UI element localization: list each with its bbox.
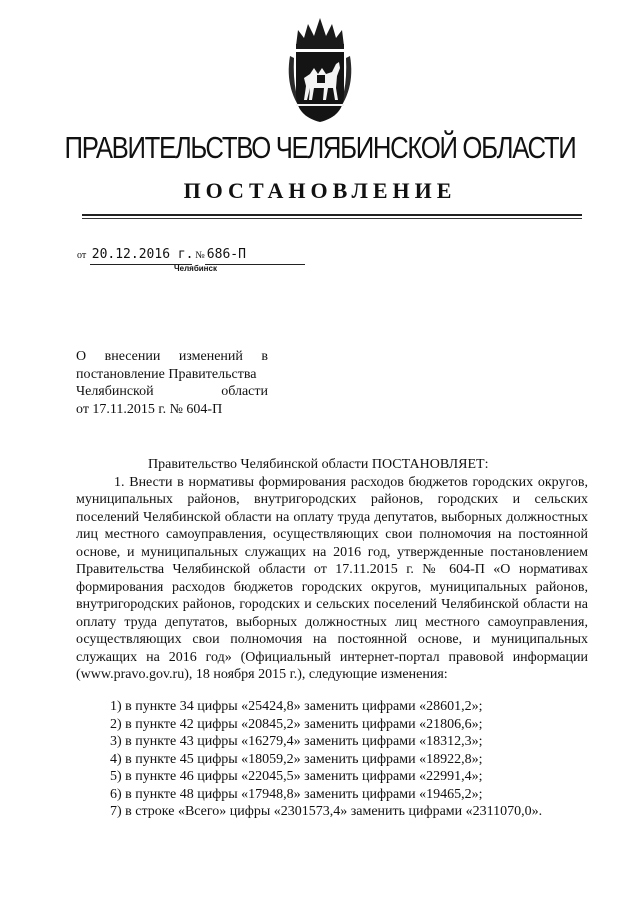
number-prefix: №	[195, 250, 205, 261]
document-date: 20.12.2016 г.	[90, 246, 192, 265]
subject-line: от 17.11.2015 г. № 604-П	[76, 401, 223, 417]
date-prefix: от	[77, 250, 87, 261]
document-body	[76, 456, 588, 684]
resolution-intro: Правительство Челябинской области ПОСТАНОВЛЯЕТ:	[148, 457, 489, 472]
document-type: ПОСТАНОВЛЕНИЕ	[183, 178, 457, 203]
date-number-line	[77, 246, 305, 265]
coat-of-arms-icon	[284, 16, 356, 126]
list-item: 6) в пункте 48 цифры «17948,8» заменить цифрами «19465,2»;	[110, 786, 483, 802]
paragraph-1: 1. Внести в нормативы формирования расходов бюджетов городских округов, муниципальных районов, внутригородских районов, городских и сельских поселений Челябинской области на оплату труда депутатов, выборных должностных лиц местного самоуправления, осуществляющих свои полномочия на постоянной основе, и муниципальных служащих на 2016 год, утвержденные постановлением Правительства Челябинской области от 17.11.2015 г. № 604-П «О нормативах формирования расходов бюджетов городских округов, муниципальных районов, внутригородских районов, городских и сельских поселений Челябинской области на оплату труда депутатов, выборных должностных лиц местного самоуправления, осуществляющих свои полномочия на постоянной основе, и муниципальных служащих на 2016 год» (Официальный интернет-портал правовой информации (www.pravo.gov.ru), 18 ноября 2015 г.), следующие изменения:	[76, 474, 588, 682]
city-name: Челябинск	[174, 264, 217, 273]
subject-line: постановление Правительства	[76, 366, 257, 382]
header-divider	[82, 214, 582, 216]
subject-line: О внесении изменений в	[76, 349, 268, 364]
list-item: 4) в пункте 45 цифры «18059,2» заменить цифрами «18922,8»;	[110, 751, 483, 767]
document-number: 686-П	[205, 246, 305, 265]
list-item: 5) в пункте 46 цифры «22045,5» заменить цифрами «22991,4»;	[110, 769, 483, 784]
subject-line: Челябинской области	[76, 384, 268, 399]
header-divider-thin	[82, 218, 582, 219]
list-item: 3) в пункте 43 цифры «16279,4» заменить цифрами «18312,3»;	[110, 734, 483, 749]
changes-list	[110, 698, 542, 821]
list-item: 1) в пункте 34 цифры «25424,8» заменить цифрами «28601,2»;	[110, 699, 483, 714]
list-item: 2) в пункте 42 цифры «20845,2» заменить цифрами «21806,6»;	[110, 716, 483, 732]
government-title: ПРАВИТЕЛЬСТВО ЧЕЛЯБИНСКОЙ ОБЛАСТИ	[64, 130, 576, 165]
list-item: 7) в строке «Всего» цифры «2301573,4» заменить цифрами «2311070,0».	[110, 804, 543, 819]
document-subject	[76, 348, 268, 418]
